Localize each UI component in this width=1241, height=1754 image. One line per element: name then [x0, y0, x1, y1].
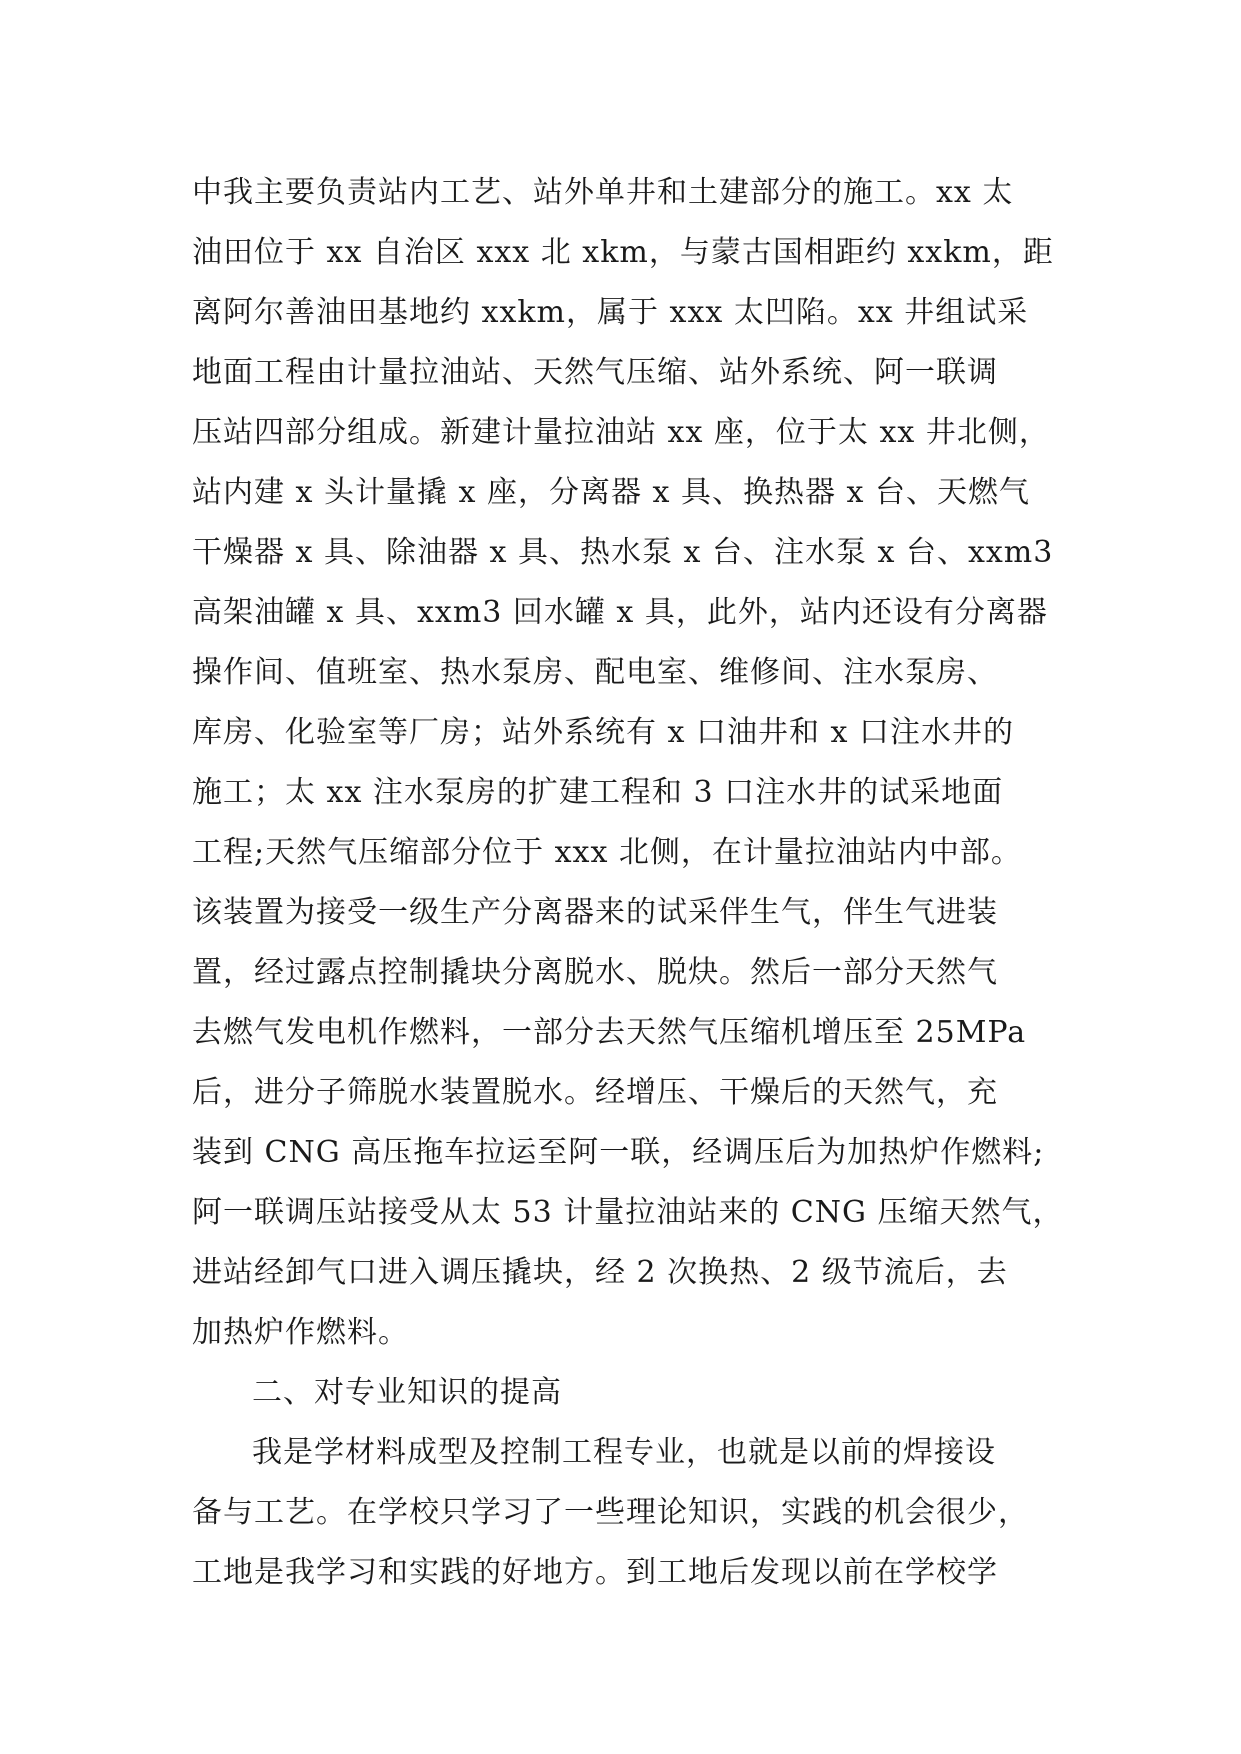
text-line: 去燃气发电机作燃料，一部分去天然气压缩机增压至 25MPa — [192, 1015, 1027, 1050]
text-line: 进站经卸气口进入调压撬块，经 2 次换热、2 级节流后，去 — [192, 1255, 1008, 1290]
text-line: 库房、化验室等厂房；站外系统有 x 口油井和 x 口注水井的 — [192, 715, 1014, 750]
paragraph-first-line: 我是学材料成型及控制工程专业，也就是以前的焊接设 — [252, 1435, 996, 1470]
text-line: 备与工艺。在学校只学习了一些理论知识，实践的机会很少， — [192, 1495, 1029, 1530]
text-line: 干燥器 x 具、除油器 x 具、热水泵 x 台、注水泵 x 台、xxm3 — [192, 535, 1054, 570]
text-line: 地面工程由计量拉油站、天然气压缩、站外系统、阿一联调 — [192, 355, 998, 390]
text-line: 站内建 x 头计量撬 x 座，分离器 x 具、换热器 x 台、天燃气 — [192, 475, 1030, 510]
text-line: 压站四部分组成。新建计量拉油站 xx 座，位于太 xx 井北侧， — [192, 415, 1050, 450]
text-line: 工地是我学习和实践的好地方。到工地后发现以前在学校学 — [192, 1555, 998, 1590]
text-line: 装到 CNG 高压拖车拉运至阿一联，经调压后为加热炉作燃料; — [192, 1135, 1045, 1170]
text-line: 油田位于 xx 自治区 xxx 北 xkm，与蒙古国相距约 xxkm，距 — [192, 235, 1054, 270]
body-text — [192, 163, 1072, 1603]
text-line: 后，进分子筛脱水装置脱水。经增压、干燥后的天然气，充 — [192, 1075, 998, 1110]
text-line: 离阿尔善油田基地约 xxkm，属于 xxx 太凹陷。xx 井组试采 — [192, 295, 1029, 330]
text-line: 施工；太 xx 注水泵房的扩建工程和 3 口注水井的试采地面 — [192, 775, 1004, 810]
text-line: 操作间、值班室、热水泵房、配电室、维修间、注水泵房、 — [192, 655, 998, 690]
text-line: 高架油罐 x 具、xxm3 回水罐 x 具，此外，站内还设有分离器 — [192, 595, 1048, 630]
section-heading: 二、对专业知识的提高 — [252, 1375, 562, 1410]
text-line: 中我主要负责站内工艺、站外单井和土建部分的施工。xx 太 — [192, 175, 1014, 210]
text-line: 工程;天然气压缩部分位于 xxx 北侧，在计量拉油站内中部。 — [192, 835, 1022, 870]
text-line: 该装置为接受一级生产分离器来的试采伴生气，伴生气进装 — [192, 895, 998, 930]
text-line: 置，经过露点控制撬块分离脱水、脱炔。然后一部分天然气 — [192, 955, 998, 990]
text-line: 加热炉作燃料。 — [192, 1315, 409, 1350]
text-line: 阿一联调压站接受从太 53 计量拉油站来的 CNG 压缩天然气， — [192, 1195, 1064, 1230]
